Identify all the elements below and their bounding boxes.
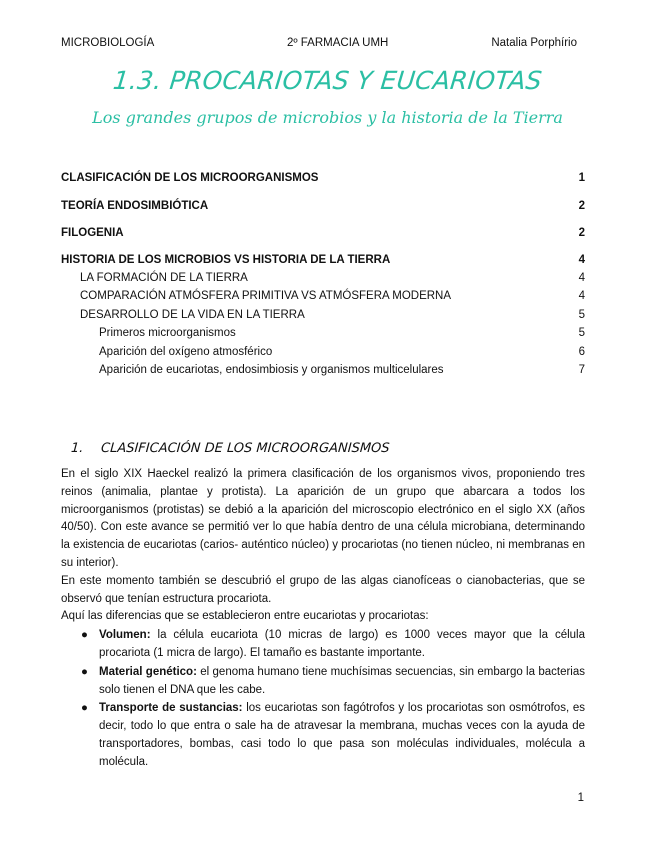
list-item-text: el genoma humano tiene muchísimas secuencias, sin embargo la bacterias solo tienen el DNA que les cabe. <box>99 665 586 696</box>
toc-entry[interactable] <box>61 272 585 288</box>
toc-entry-label: DESARROLLO DE LA VIDA EN LA TIERRA <box>80 309 305 321</box>
list-item-term: Material genético: <box>99 665 197 678</box>
toc-entry-label: COMPARACIÓN ATMÓSFERA PRIMITIVA VS ATMÓSFERA MODERNA <box>80 290 452 302</box>
toc-entry-page: 4 <box>578 272 585 284</box>
section-body <box>61 466 585 772</box>
list-item <box>61 627 585 663</box>
page-header <box>61 37 577 53</box>
list-item-term: Volumen: <box>99 629 151 642</box>
toc-entry[interactable] <box>61 254 585 270</box>
toc-entry[interactable] <box>61 327 585 343</box>
section-heading <box>60 441 390 456</box>
header-author: Natalia Porphírio <box>491 37 577 49</box>
header-course: MICROBIOLOGÍA <box>61 37 155 49</box>
toc-entry-page: 1 <box>578 172 585 184</box>
toc-entry-page: 4 <box>578 290 585 302</box>
toc-entry-label: Aparición de eucariotas, endosimbiosis y organismos multicelulares <box>99 364 444 376</box>
list-item <box>61 664 585 700</box>
list-item-term: Transporte de sustancias: <box>99 702 243 715</box>
toc-entry-label: HISTORIA DE LOS MICROBIOS VS HISTORIA DE LA TIERRA <box>61 254 391 266</box>
section-number: 1. <box>70 441 84 456</box>
toc-entry-page: 6 <box>578 346 585 358</box>
toc-entry-page: 2 <box>578 200 585 212</box>
toc-entry[interactable] <box>61 346 585 362</box>
toc-entry[interactable] <box>61 290 585 306</box>
toc-entry-label: LA FORMACIÓN DE LA TIERRA <box>80 272 248 284</box>
bullet-icon: ● <box>81 702 88 715</box>
toc-entry-page: 5 <box>578 327 585 339</box>
document-title: 1.3. PROCARIOTAS Y EUCARIOTAS <box>111 66 544 95</box>
toc-entry-label: Aparición del oxígeno atmosférico <box>99 346 273 358</box>
toc-entry-page: 4 <box>578 254 585 266</box>
bullet-icon: ● <box>81 629 88 642</box>
toc-entry[interactable] <box>61 172 585 188</box>
header-degree: 2º FARMACIA UMH <box>287 37 389 49</box>
toc-entry[interactable] <box>61 227 585 243</box>
toc-entry-page: 7 <box>578 364 585 376</box>
toc-entry-page: 5 <box>578 309 585 321</box>
toc-entry[interactable] <box>61 364 585 380</box>
toc-entry[interactable] <box>61 309 585 325</box>
section-title: CLASIFICACIÓN DE LOS MICROORGANISMOS <box>100 441 391 456</box>
toc-entry-page: 2 <box>578 227 585 239</box>
paragraph: En este momento también se descubrió el grupo de las algas cianofíceas o cianobacterias, que se observó que tenían estructura procariota. <box>61 574 585 605</box>
toc-entry-label: TEORÍA ENDOSIMBIÓTICA <box>61 200 209 212</box>
bullet-icon: ● <box>81 665 88 678</box>
paragraph: Aquí las diferencias que se establecieron entre eucariotas y procariotas: <box>61 610 429 623</box>
toc-entry-label: CLASIFICACIÓN DE LOS MICROORGANISMOS <box>61 172 319 184</box>
page-number: 1 <box>577 792 584 804</box>
list-item-text: la célula eucariota (10 micras de largo) es 1000 veces mayor que la célula procariota (1 micra de largo). El tamaño es bastante importante. <box>99 629 585 659</box>
paragraph: En el siglo XIX Haeckel realizó la primera clasificación de los organismos vivos, proponiendo tres reinos (animalia, plantae y protista). La aparición de un grupo que abarcara a todos los microorganismos (protistas) se debió a la aparición del microscopio electrónico en el siglo XX (años 40/50). Con este avance se permitió ver lo que había dentro de una célula microbiana, determinando la existencia de eucariotas (carios- auténtico núcleo) y procariotas (no tienen núcleo, ni membranas en su interior). <box>61 468 585 569</box>
toc-entry[interactable] <box>61 200 585 216</box>
list-item-text: los eucariotas son fagótrofos y los procariotas son osmótrofos, es decir, todo lo que entra o sale ha de atravesar la membrana, muchas veces con la ayuda de transportadores, bombas, casi todo lo que pasa son moléculas individuales, molécula a molécula. <box>99 702 585 768</box>
toc-entry-label: Primeros microorganismos <box>99 327 236 339</box>
toc-entry-label: FILOGENIA <box>61 227 124 239</box>
differences-list <box>61 627 585 771</box>
document-subtitle: Los grandes grupos de microbios y la historia de la Tierra <box>92 108 563 127</box>
list-item <box>61 700 585 771</box>
